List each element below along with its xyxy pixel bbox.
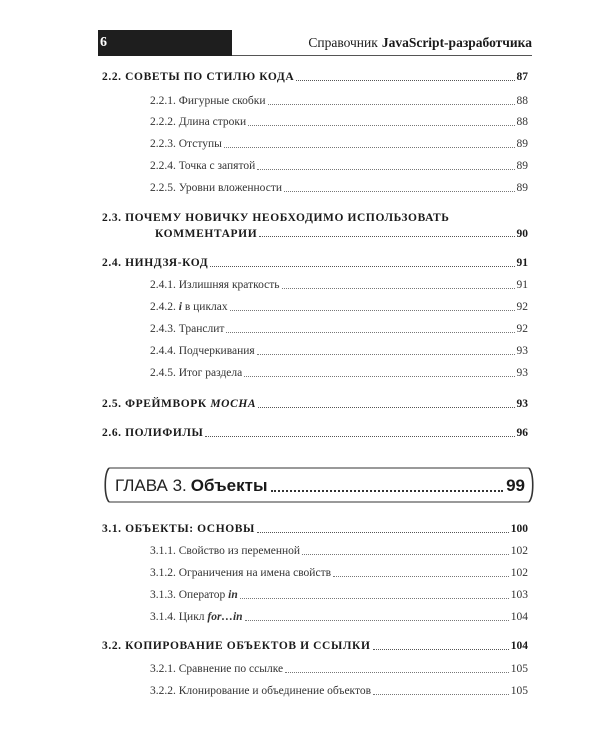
toc-item-3-2-1[interactable]	[150, 664, 528, 676]
chapter-line	[115, 476, 525, 496]
leader-dots	[240, 598, 509, 599]
toc-title-line1: 2.3. ПОЧЕМУ НОВИЧКУ НЕОБХОДИМО ИСПОЛЬЗОВАТЬ	[102, 212, 450, 224]
toc-page: 93	[516, 345, 528, 357]
toc-item-3-1-4[interactable]	[150, 612, 528, 624]
toc-page: 93	[516, 398, 528, 410]
toc-title-emph: MOCHA	[210, 398, 257, 410]
book-title-bold: JavaScript-разработчика	[381, 35, 532, 50]
toc-item-3-1-2[interactable]	[150, 568, 528, 580]
leader-dots	[245, 620, 509, 621]
toc-title: 2.4.4. Подчеркивания	[150, 345, 255, 357]
toc-page: 88	[516, 116, 528, 128]
toc-page: 87	[516, 71, 528, 83]
toc-section-2-4[interactable]	[102, 258, 528, 270]
toc-page: 93	[516, 367, 528, 379]
toc-title-num: 3.1.4. Цикл	[150, 611, 208, 623]
toc-item-2-4-1[interactable]	[150, 280, 528, 292]
toc-page: 104	[510, 611, 528, 623]
toc-page: 89	[516, 182, 528, 194]
toc-page: 102	[510, 545, 528, 557]
toc-item-2-2-1[interactable]	[150, 96, 528, 108]
toc-item-3-1-3[interactable]	[150, 590, 528, 602]
toc-section-2-5[interactable]	[102, 399, 528, 411]
leader-dots	[257, 169, 514, 170]
toc-item-2-2-3[interactable]	[150, 139, 528, 151]
toc-title-prefix: 2.5. ФРЕЙМВОРК	[102, 398, 211, 410]
toc-item-3-2-2[interactable]	[150, 686, 528, 698]
toc-page: 96	[516, 427, 528, 439]
leader-dots	[302, 554, 509, 555]
toc-title	[150, 612, 243, 624]
toc-page: 91	[516, 257, 528, 269]
leader-dots	[296, 80, 514, 81]
toc-title: 2.4.3. Транслит	[150, 323, 225, 335]
leader-dots	[257, 354, 515, 355]
toc-title: 3.1.1. Свойство из переменной	[150, 545, 301, 557]
toc-title	[150, 590, 238, 602]
leader-dots	[333, 576, 509, 577]
toc-title: 3.2.2. Клонирование и объединение объектов	[150, 685, 372, 697]
chapter-page: 99	[506, 476, 525, 495]
toc-title: 2.4. НИНДЗЯ-КОД	[102, 257, 209, 269]
leader-dots	[210, 266, 514, 267]
leader-dots	[268, 104, 515, 105]
leader-dots	[373, 649, 509, 650]
toc-title: 2.2.2. Длина строки	[150, 116, 247, 128]
leader-dots	[226, 332, 514, 333]
toc-page: 91	[516, 279, 528, 291]
toc-title: 2.4.5. Итог раздела	[150, 367, 243, 379]
toc-page: 103	[510, 589, 528, 601]
toc-item-3-1-1[interactable]	[150, 546, 528, 558]
leader-dots	[259, 236, 514, 237]
toc-title-num: 2.4.2.	[150, 301, 179, 313]
toc-title: 3.2.1. Сравнение по ссылке	[150, 663, 284, 675]
leader-dots	[271, 490, 503, 492]
toc-page: 92	[516, 301, 528, 313]
toc-page: 89	[516, 138, 528, 150]
toc-page: 88	[516, 95, 528, 107]
toc-page: 105	[510, 685, 528, 697]
toc-title: 3.2. КОПИРОВАНИЕ ОБЪЕКТОВ И ССЫЛКИ	[102, 640, 371, 652]
toc-title: 3.1.2. Ограничения на имена свойств	[150, 567, 332, 579]
leader-dots	[258, 407, 514, 408]
toc-title-rest: в циклах	[181, 301, 228, 313]
toc-item-2-4-4[interactable]	[150, 346, 528, 358]
toc-title: 2.2. СОВЕТЫ ПО СТИЛЮ КОДА	[102, 71, 295, 83]
toc-title: 2.6. ПОЛИФИЛЫ	[102, 427, 204, 439]
toc-title: 2.2.4. Точка с запятой	[150, 160, 256, 172]
toc-section-3-2[interactable]	[102, 641, 528, 653]
toc-title: 2.4.1. Излишняя краткость	[150, 279, 280, 291]
leader-dots	[373, 694, 509, 695]
toc-item-2-2-4[interactable]	[150, 161, 528, 173]
leader-dots	[244, 376, 514, 377]
toc-title	[102, 399, 256, 411]
leader-dots	[284, 191, 514, 192]
leader-dots	[248, 125, 514, 126]
toc-section-2-6[interactable]	[102, 428, 528, 440]
toc-page: 105	[510, 663, 528, 675]
toc-title-code: for…in	[207, 611, 243, 623]
leader-dots	[230, 310, 515, 311]
toc-title: 2.2.5. Уровни вложенности	[150, 182, 283, 194]
leader-dots	[285, 672, 509, 673]
page-number-box	[98, 30, 232, 56]
toc-item-2-4-2[interactable]	[150, 302, 528, 314]
toc-item-2-4-3[interactable]	[150, 324, 528, 336]
chapter-label: ГЛАВА 3.	[115, 476, 187, 495]
toc-page: 92	[516, 323, 528, 335]
chapter-name: Объекты	[190, 476, 268, 495]
leader-dots	[205, 436, 514, 437]
toc-item-2-4-5[interactable]	[150, 368, 528, 380]
page-header	[98, 30, 532, 56]
toc-title-line2-row	[102, 228, 528, 240]
toc-section-3-1[interactable]	[102, 524, 528, 536]
toc-item-2-2-5[interactable]	[150, 183, 528, 195]
book-title-prefix: Справочник	[308, 35, 378, 50]
toc-page: 89	[516, 160, 528, 172]
toc-section-2-3[interactable]	[102, 212, 528, 240]
toc-section-2-2[interactable]	[102, 72, 528, 84]
toc-title: 3.1. ОБЪЕКТЫ: ОСНОВЫ	[102, 523, 255, 535]
toc-item-2-2-2[interactable]	[150, 117, 528, 129]
book-title	[308, 30, 532, 56]
toc-page: 100	[510, 523, 528, 535]
leader-dots	[282, 288, 515, 289]
page-number: 6	[100, 35, 107, 50]
toc-title: 2.2.3. Отступы	[150, 138, 222, 150]
toc-title	[150, 302, 228, 314]
toc-title-num: 3.1.3. Оператор	[150, 589, 229, 601]
toc-page: 104	[510, 640, 528, 652]
toc-page: 90	[516, 228, 528, 240]
toc-chapter-3[interactable]	[103, 466, 535, 504]
leader-dots	[224, 147, 515, 148]
toc-title: 2.2.1. Фигурные скобки	[150, 95, 266, 107]
toc-page: 102	[510, 567, 528, 579]
toc-title-code: i	[178, 301, 182, 313]
leader-dots	[257, 532, 509, 533]
toc-title-line2: КОММЕНТАРИИ	[155, 228, 258, 240]
toc-title-code: in	[228, 589, 238, 601]
